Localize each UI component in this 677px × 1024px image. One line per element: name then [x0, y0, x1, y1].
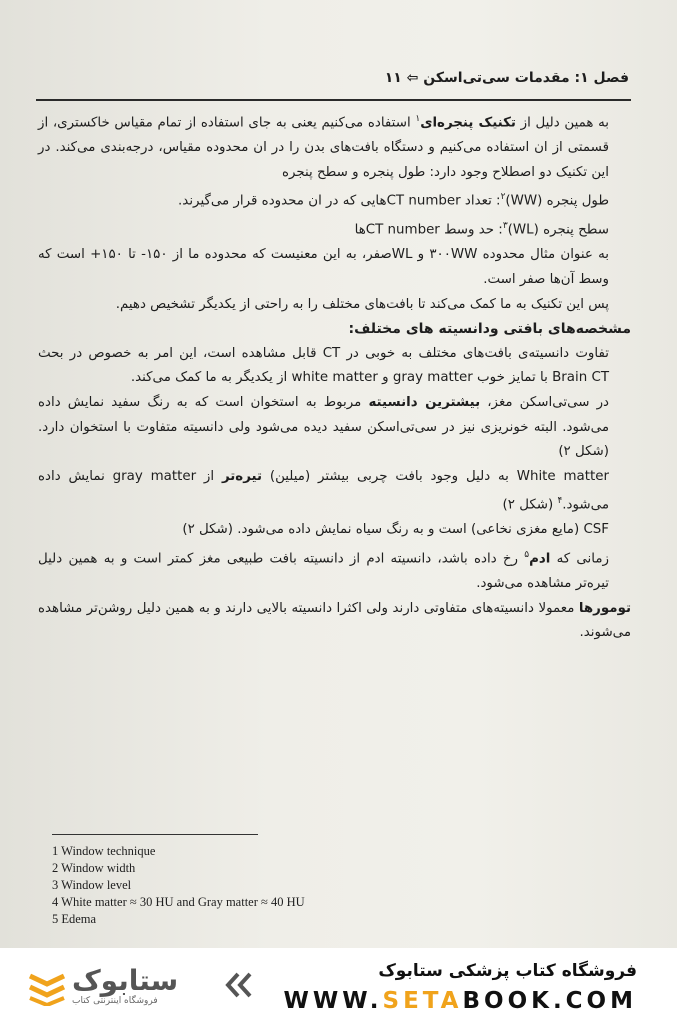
running-header: [385, 70, 629, 86]
footnote-4: 4 White matter ≈ 30 HU and Gray matter ≈ 40 HU: [52, 895, 305, 909]
paragraph-window-level: سطح پنجره (WL)$^۳$: حد وسط CT numberها: [354, 221, 609, 238]
section-heading: مشخصه‌های بافتی ودانسیته های مختلف:: [348, 321, 631, 338]
logo-subtitle: فروشگاه اینترنتی کتاب: [72, 996, 158, 1006]
chevron-double-left-icon: [224, 970, 254, 1000]
paragraph-window-technique: به همین دلیل از تکنیک پنجره‌ای$^۱$ استفاده می‌کنیم یعنی به جای استفاده از تمام مقیاس خاکستری، از قسمتی از ان استفاده می‌کنیم و دستگاه بافت‌های بدن را در ان محدوده مقیاس، درجه‌بندی می‌کند. در این تکنیک دو اصطلاح وجود دارد: طول پنجره و سطح پنجره: [38, 114, 609, 180]
footnote-5: 5 Edema: [52, 912, 97, 926]
footnote-ref: ۴: [557, 496, 563, 507]
footnotes: [52, 843, 305, 928]
paragraph-example: به عنوان مثال محدوده ۳۰۰WW و WLصفر، به این معنیست که محدوده ما از ۱۵۰- تا ۱۵۰+ است که وسط آن‌ها صفر است.: [38, 247, 610, 287]
watermark-footer: [0, 948, 677, 1024]
page-marker-icon: ⇦: [401, 70, 419, 86]
paragraph-bone: در سی‌تی‌اسکن مغز، بیشترین دانسیته مربوط به استخوان است که به رنگ سفید نمایش داده می‌شود. البته خونریزی نیز در سی‌تی‌اسکن سفید دیده می‌شود ولی دانسیته متفاوت با استخوان دارد. (شکل ۲): [38, 394, 610, 460]
footnote-ref: ۳: [502, 221, 508, 232]
paragraph-edema: زمانی که ادم$^۵$ رخ داده باشد، دانسیته ادم از دانسیته بافت طبیعی مغز کمتر است و به همین دلیل تیره‌تر مشاهده می‌شود.: [38, 549, 609, 592]
footnote-ref: ۲: [500, 192, 506, 203]
paragraph-window-width: طول پنجره (WW)$^۲$: تعداد CT numberهایی که در ان محدوده قرار می‌گیرند.: [178, 192, 609, 209]
store-title: فروشگاه کتاب پزشکی ستابوک: [378, 961, 637, 981]
paragraph-tumors: تومورها معمولا دانسیته‌های متفاوتی دارند ولی اکثرا دانسیته بالایی دارند و به همین دلیل روشن‌تر مشاهده می‌شوند.: [38, 600, 631, 641]
store-url[interactable]: WWW.SETABOOK.COM: [283, 988, 637, 1014]
footnote-1: 1 Window technique: [52, 844, 156, 858]
footnote-ref: ۱: [415, 114, 421, 124]
paragraph-csf: CSF (مایع مغزی نخاعی) است و به رنگ سیاه نمایش داده می‌شود. (شکل ۲): [182, 522, 609, 538]
page-number: ۱۱: [384, 70, 402, 86]
paragraph-density-difference: تفاوت دانسیته‌ی بافت‌های مختلف به خوبی در CT قابل مشاهده است، این امر به خصوص در بحث Brain CT با تمایز خوب gray matter و white matter از یکدیگر به ما کمک می‌کند.: [38, 345, 609, 386]
footnote-ref: ۵: [524, 549, 530, 560]
body-text: [38, 107, 631, 646]
chapter-title: فصل ۱: مقدمات سی‌تی‌اسکن: [423, 70, 629, 86]
logo-name: ستابوک: [72, 964, 179, 997]
book-stack-icon: [28, 970, 66, 1006]
paragraph-summary: پس این تکنیک به ما کمک می‌کند تا بافت‌های مختلف را به راحتی از یکدیگر تشخیص دهیم.: [115, 296, 609, 312]
term-window-technique: تکنیک پنجره‌ای: [420, 115, 516, 131]
paragraph-white-matter: White matter به دلیل وجود بافت چربی بیشتر (میلین) تیره‌تر از gray matter نمایش داده می‌شود.$^۴$ (شکل ۲): [38, 468, 609, 513]
footnote-rule: [52, 834, 258, 835]
setabook-logo: [28, 966, 258, 1010]
footnote-2: 2 Window width: [52, 861, 136, 875]
footnote-3: 3 Window level: [52, 878, 132, 892]
header-rule: [36, 99, 631, 101]
